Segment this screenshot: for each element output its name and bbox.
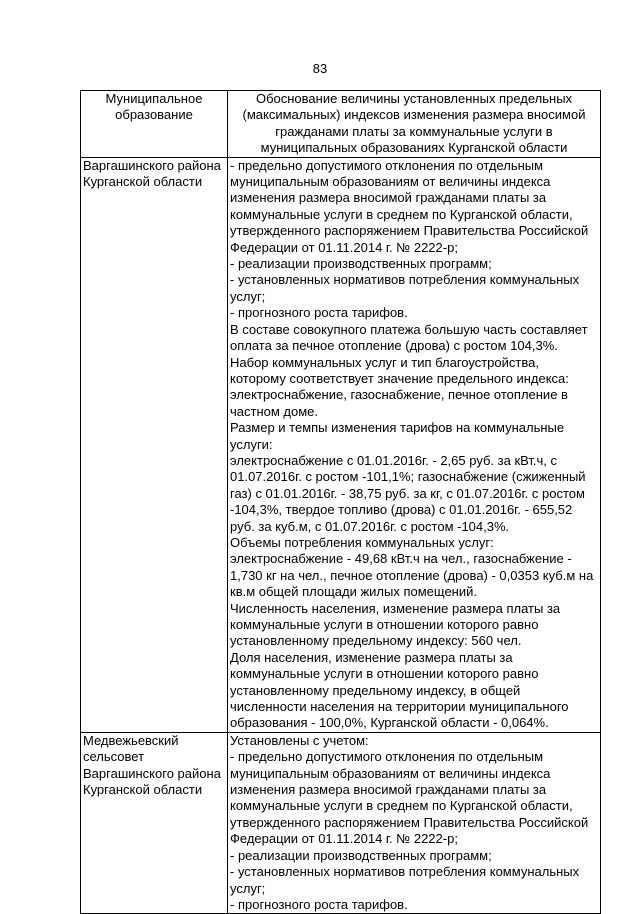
justification-cell [228,732,601,913]
page-number: 83 [312,61,328,76]
table-row [81,732,601,913]
header-justification [228,91,601,158]
table-header-row [81,91,601,158]
header-municipality [81,91,228,158]
justification-text: Установлены с учетом: - предельно допустимого отклонения по отдельным муниципальным образованиям от величины индекса изменения размера вносимой гражданами платы за коммунальные услуги в среднем по Курганской области, утвержденного распоряжением Правительства Российской Федерации от 01.11.2014 г. № 2222-р; - реализации производственных программ; - установленных нормативов потребления коммунальных услуг; - прогнозного роста тарифов. [230,732,589,912]
table-row [81,157,601,732]
municipality-cell [81,157,228,732]
header-justification-text: Обоснование величины установленных предельных (максимальных) индексов изменения размера вносимой гражданами платы за коммунальные услуги в муниципальных образованиях Курганской области [242,91,586,156]
municipality-cell [81,732,228,913]
header-municipality-text: Муниципальное образование [105,91,203,123]
justification-table [80,90,601,914]
justification-text: - предельно допустимого отклонения по отдельным муниципальным образованиям от величины индекса изменения размера вносимой гражданами платы за коммунальные услуги в среднем по Курганской области, утвержденного распоряжением Правительства Российской Федерации от 01.11.2014 г. № 2222-р; - реализации производственных программ; - установленных нормативов потребления коммунальных услуг; - прогнозного роста тарифов. В составе совокупного платежа большую часть составляет оплата за печное отопление (дрова) с ростом 104,3%. Набор коммунальных услуг и тип благоустройства, которому соответствует значение предельного индекса: электроснабжение, газоснабжение, печное отопление в частном доме. Размер и темпы изменения тарифов на коммунальные услуги: электроснабжение с 01.01.2016г. - 2,65 руб. за кВт.ч, с 01.07.2016г. с ростом -101,1%; газоснабжение (сжиженный газ) с 01.01.2016г. - 38,75 руб. за кг, с 01.07.2016г. с ростом -104,3%, твердое топливо (дрова) с 01.01.2016г. - 655,52 руб. за куб.м, с 01.07.2016г. с ростом -104,3%. Объемы потребления коммунальных услуг: электроснабжение - 49,68 кВт.ч на чел., газоснабжение - 1,730 кг на чел., печное отопление (дрова) - 0,0353 куб.м на кв.м общей площади жилых помещений. Численность населения, изменение размера платы за коммунальные услуги в отношении которого равно установленному предельному индексу: 560 чел. Доля населения, изменение размера платы за коммунальные услуги в отношении которого равно установленному предельному индексу, в общей численности населения на территории муниципального образования - 100,0%, Курганской области - 0,064%. [230,157,594,731]
justification-cell [228,157,601,732]
municipality-text: Медвежьевский сельсовет Варгашинского района Курганской области [83,732,221,798]
municipality-text: Варгашинского района Курганской области [83,157,221,190]
